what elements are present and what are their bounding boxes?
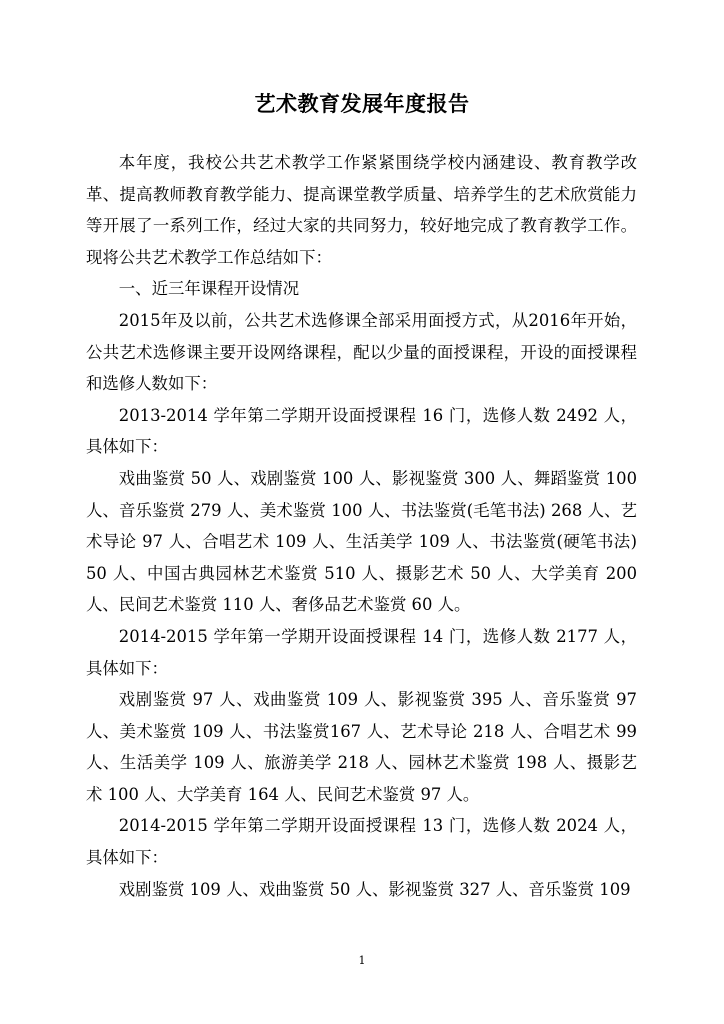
paragraph-term-2014-2015-1: 2014-2015 学年第一学期开设面授课程 14 门，选修人数 2177 人，具体如下： xyxy=(86,626,637,678)
document-body xyxy=(86,147,637,905)
paragraph-course-list-1: 戏曲鉴赏 50 人、戏剧鉴赏 100 人、影视鉴赏 300 人、舞蹈鉴赏 100 人、音乐鉴赏 279 人、美术鉴赏 100 人、书法鉴赏(毛笔书法) 268 人、艺术导论 97 人、合唱艺术 109 人、生活美学 109 人、书法鉴赏(硬笔书法) 50 人、中国古典园林艺术鉴赏 510 人、摄影艺术 50 人、大学美育 200 人、民间艺术鉴赏 110 人、奢侈品艺术鉴赏 60 人。 xyxy=(86,468,637,615)
paragraph-course-list-3: 戏剧鉴赏 109 人、戏曲鉴赏 50 人、影视鉴赏 327 人、音乐鉴赏 109 xyxy=(118,879,631,899)
paragraph-course-list-2: 戏剧鉴赏 97 人、戏曲鉴赏 109 人、影视鉴赏 395 人、音乐鉴赏 97 人、美术鉴赏 109 人、书法鉴赏167 人、艺术导论 218 人、合唱艺术 99 人、生活美学 109 人、旅游美学 218 人、园林艺术鉴赏 198 人、摄影艺术 100 人、大学美育 164 人、民间艺术鉴赏 97 人。 xyxy=(86,690,637,804)
document-title: 艺术教育发展年度报告 xyxy=(254,92,470,116)
intro-paragraph: 本年度，我校公共艺术教学工作紧紧围绕学校内涵建设、教育教学改革、提高教师教育教学能力、提高课堂教学质量、培养学生的艺术欣赏能力等开展了一系列工作，经过大家的共同努力，较好地完成了教育教学工作。现将公共艺术教学工作总结如下： xyxy=(86,153,637,267)
paragraph-course-overview: 2015年及以前，公共艺术选修课全部采用面授方式，从2016年开始，公共艺术选修课主要开设网络课程，配以少量的面授课程，开设的面授课程和选修人数如下： xyxy=(86,310,637,394)
paragraph-term-2013-2014-2: 2013-2014 学年第二学期开设面授课程 16 门，选修人数 2492 人，具体如下： xyxy=(86,405,637,457)
page-number: 1 xyxy=(358,954,366,967)
section-heading: 一、近三年课程开设情况 xyxy=(118,279,300,299)
paragraph-term-2014-2015-2: 2014-2015 学年第二学期开设面授课程 13 门，选修人数 2024 人，具体如下： xyxy=(86,816,637,868)
